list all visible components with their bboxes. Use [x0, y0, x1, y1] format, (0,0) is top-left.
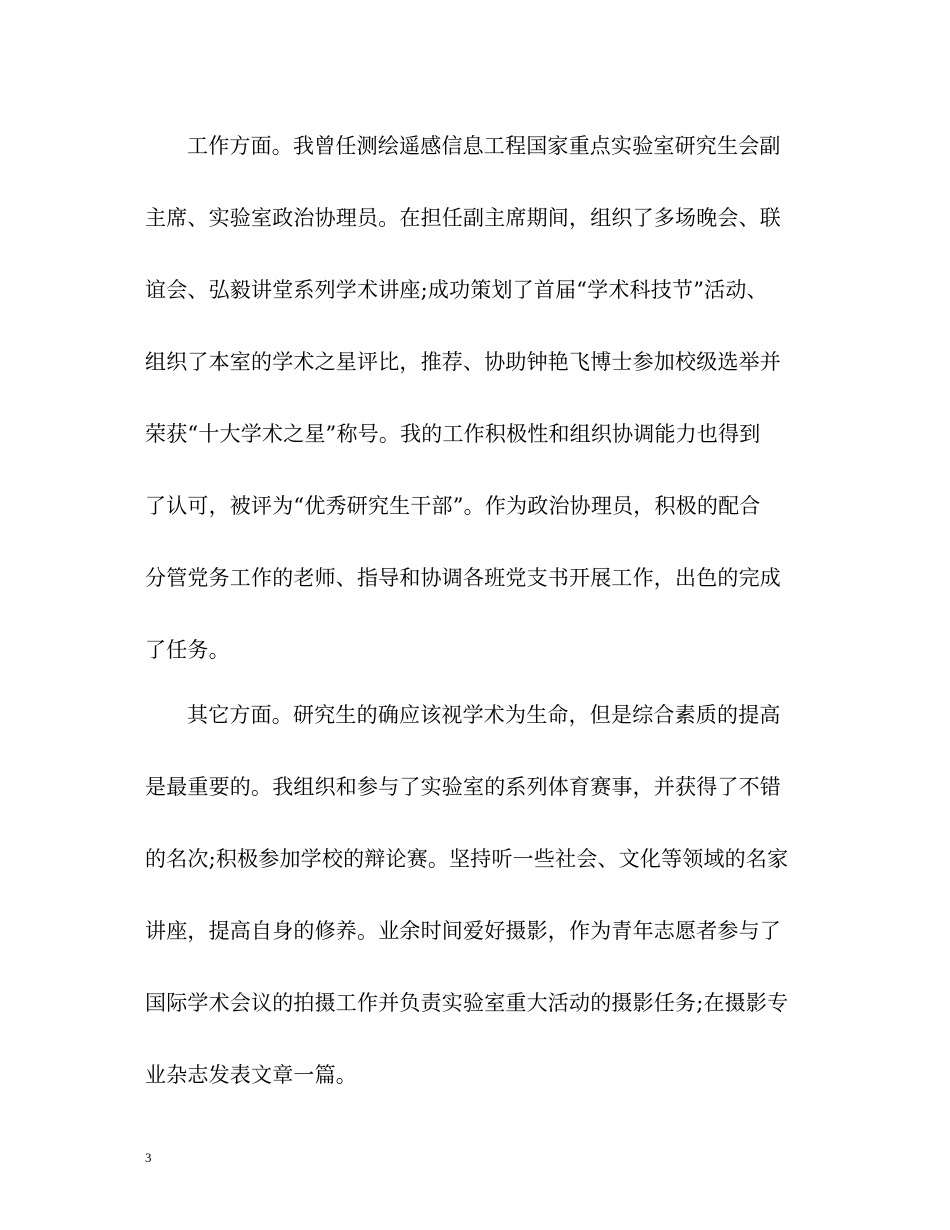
page-number: 3	[145, 1150, 152, 1165]
paragraph-2-line-6: 业杂志发表文章一篇。	[145, 1063, 357, 1087]
paragraph-1-line-8: 了任务。	[145, 638, 230, 662]
paragraph-2-line-4: 讲座，提高自身的修养。业余时间爱好摄影，作为青年志愿者参与了	[145, 919, 781, 943]
paragraph-2-line-5: 国际学术会议的拍摄工作并负责实验室重大活动的摄影任务;在摄影专	[145, 991, 789, 1015]
paragraph-1-line-2: 主席、实验室政治协理员。在担任副主席期间，组织了多场晚会、联	[145, 206, 781, 230]
paragraph-1-line-3: 谊会、弘毅讲堂系列学术讲座;成功策划了首届“学术科技节”活动、	[145, 278, 768, 302]
paragraph-1-line-5: 荣获“十大学术之星”称号。我的工作积极性和组织协调能力也得到	[145, 422, 761, 446]
paragraph-2-line-3: 的名次;积极参加学校的辩论赛。坚持听一些社会、文化等领域的名家	[145, 847, 789, 871]
paragraph-2-line-2: 是最重要的。我组织和参与了实验室的系列体育赛事，并获得了不错	[145, 775, 781, 799]
paragraph-2-line-1: 其它方面。研究生的确应该视学术为生命，但是综合素质的提高	[187, 703, 781, 727]
paragraph-1-line-7: 分管党务工作的老师、指导和协调各班党支书开展工作，出色的完成	[145, 566, 781, 590]
paragraph-1-line-4: 组织了本室的学术之星评比，推荐、协助钟艳飞博士参加校级选举并	[145, 350, 781, 374]
paragraph-1-line-1: 工作方面。我曾任测绘遥感信息工程国家重点实验室研究生会副	[187, 134, 781, 158]
paragraph-1-line-6: 了认可，被评为“优秀研究生干部”。作为政治协理员，积极的配合	[145, 494, 761, 518]
